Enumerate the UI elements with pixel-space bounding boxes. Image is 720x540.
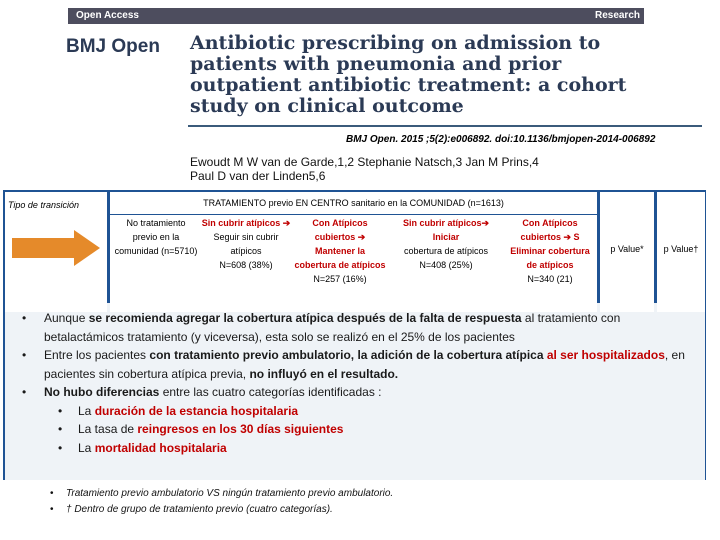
sub-bullet-1 xyxy=(22,402,702,421)
s2-text-b: reingresos en los 30 días siguientes xyxy=(137,422,344,436)
p-value-header-1 xyxy=(600,192,654,312)
authors-line-2: Paul D van der Linden5,6 xyxy=(190,169,326,183)
col-continue-no-coverage xyxy=(200,216,292,272)
col4-n: N=340 (21) xyxy=(527,274,573,284)
b2-text-c: al ser hospitalizados xyxy=(543,348,665,362)
col-maintain-coverage xyxy=(294,216,386,286)
authors xyxy=(190,155,539,183)
sub-bullet-2 xyxy=(22,420,702,439)
col4-action: Eliminar cobertura de atípicos xyxy=(510,246,590,270)
bullet-3 xyxy=(22,383,702,402)
col-remove-coverage xyxy=(504,216,596,286)
b2-text-b: con tratamiento previo ambulatorio, la adición de la cobertura atípica xyxy=(149,348,544,362)
footnotes xyxy=(50,486,393,518)
b1-text-b: se recomienda agregar la cobertura atípica después de la falta de respuesta xyxy=(88,311,522,325)
s3-text-a: La xyxy=(78,440,95,455)
s2-text-a: La tasa de xyxy=(78,422,138,436)
b1-text-a: Aunque xyxy=(44,311,89,325)
col1-action: Seguir sin cubrir atípicos xyxy=(213,232,279,256)
col2-n: N=257 (16%) xyxy=(313,274,367,284)
row-label: Tipo de transición xyxy=(8,200,79,210)
arrow-head-icon xyxy=(74,230,100,266)
citation: BMJ Open. 2015 ;5(2):e006892. doi:10.1136/bmjopen-2014-006892 xyxy=(346,134,656,145)
col2-pre: Con Atípicos cubiertos ➔ xyxy=(312,218,368,242)
footnote-1: • Tratamiento previo ambulatorio VS ningún tratamiento previo ambulatorio. xyxy=(50,486,393,502)
group-title: TRATAMIENTO previo EN CENTRO sanitario en la COMUNIDAD (n=1613) xyxy=(110,192,597,215)
col1-pre: Sin cubrir atípicos ➔ xyxy=(201,218,291,228)
s1-text-a: La xyxy=(78,403,95,418)
p-value-header-2 xyxy=(657,192,705,312)
open-access-label: Open Access xyxy=(76,10,139,21)
p-value-2: p Value† xyxy=(663,244,699,254)
authors-line-1: Ewoudt M W van de Garde,1,2 Stephanie Natsch,3 Jan M Prins,4 xyxy=(190,155,539,169)
sub-bullet-3 xyxy=(22,439,702,458)
s1-text-b: duración de la estancia hospitalaria xyxy=(94,403,299,418)
col1-n: N=608 (38%) xyxy=(219,260,273,270)
bullet-2 xyxy=(22,346,702,383)
col2-action: Mantener la cobertura de atípicos xyxy=(294,246,386,270)
col-no-treatment: No tratamiento previo en la comunidad (n=5710) xyxy=(114,218,198,256)
b2-text-d: , en pacientes sin cobertura atípica previa, xyxy=(44,348,685,381)
summary-bullets xyxy=(22,309,702,457)
p-value-1: p Value* xyxy=(610,244,644,254)
article-title: Antibiotic prescribing on admission to patients with pneumonia and prior outpatient antibiotic treatment: a cohort study on clinical outcome xyxy=(190,32,627,117)
col3-n: N=408 (25%) xyxy=(419,260,473,270)
col-start-coverage xyxy=(390,216,502,272)
b2-text-e: no influyó en el resultado. xyxy=(249,366,399,381)
bullet-1 xyxy=(22,309,702,346)
b2-text-a: Entre los pacientes xyxy=(44,348,150,362)
journal-name: BMJ Open xyxy=(66,36,160,57)
group-header xyxy=(110,192,597,312)
b1-text-c: al tratamiento con betalactámicos tratamiento (y viceversa), esta solo se realizó en el 25% de los pacientes xyxy=(44,311,621,344)
b3-text-a: No hubo diferencias xyxy=(44,385,160,399)
b3-text-b: entre las cuatro categorías identificadas : xyxy=(159,385,382,399)
col4-pre: Con Atípicos cubiertos ➔ S xyxy=(520,218,580,242)
col3-action: cobertura de atípicos xyxy=(403,246,489,256)
research-label: Research xyxy=(594,10,640,21)
col3-pre: Sin cubrir atípicos➔ Iniciar xyxy=(402,218,490,242)
s3-text-b: mortalidad hospitalaria xyxy=(94,440,227,455)
title-divider xyxy=(188,125,702,127)
arrow-right-icon xyxy=(12,238,74,258)
journal-banner xyxy=(68,8,644,24)
footnote-2: • † Dentro de grupo de tratamiento previo (cuatro categorías). xyxy=(50,502,393,518)
